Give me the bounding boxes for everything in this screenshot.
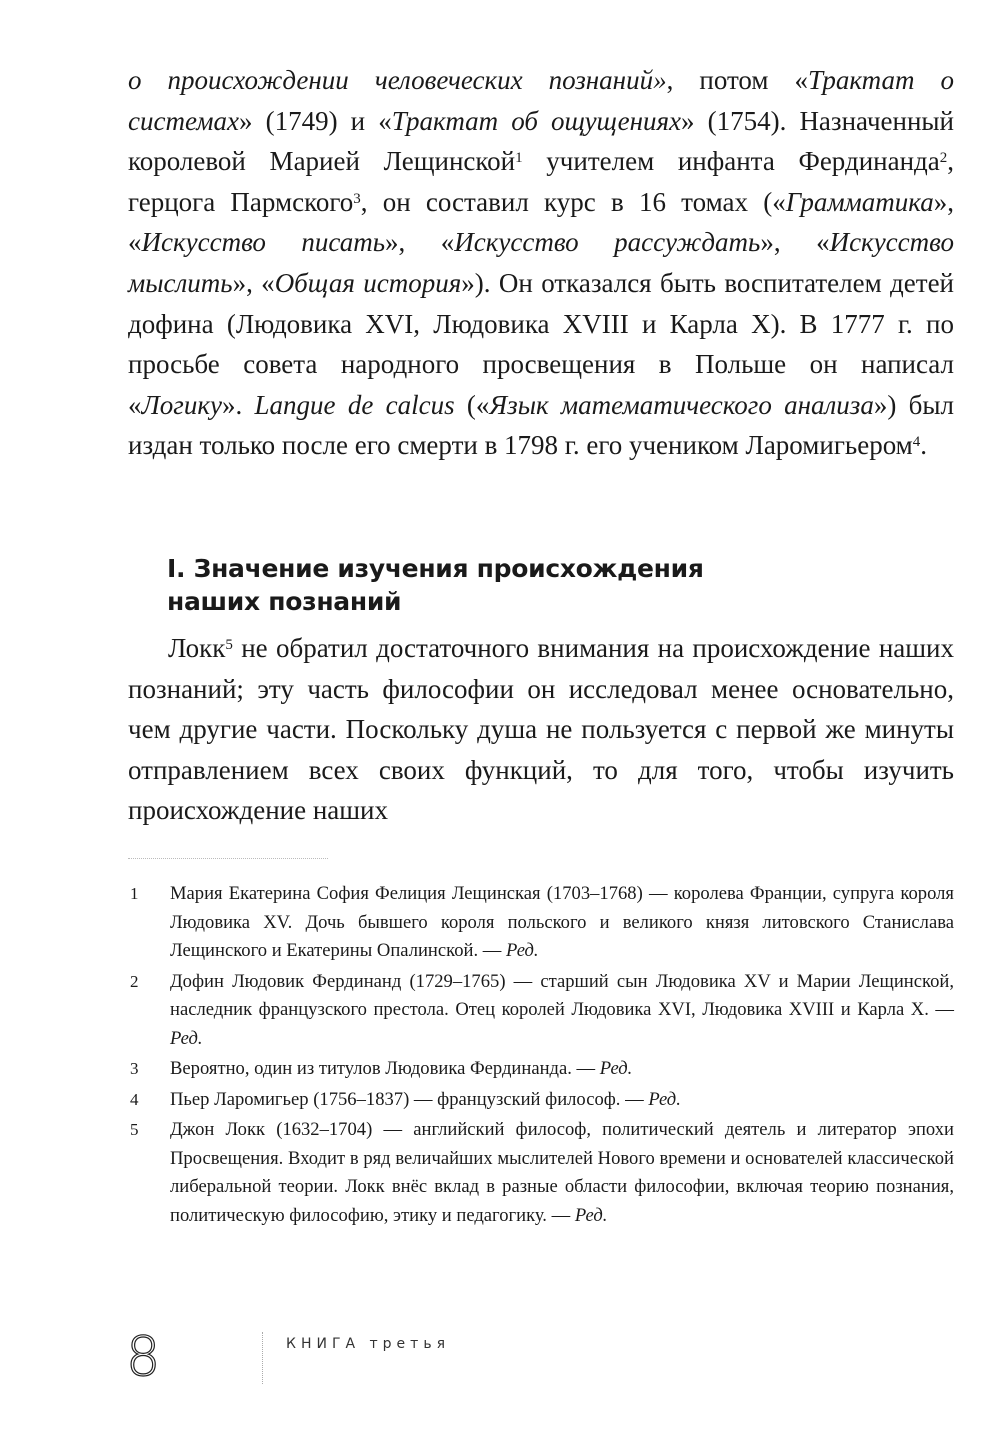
footnote-1 [128, 880, 954, 966]
footnote-number: 1 [130, 884, 139, 903]
italic-title: Общая история [274, 267, 462, 298]
section-body [128, 628, 954, 831]
footnote-body: Мария Екатерина София Фелиция Лещинская (1703–1768) — королева Франции, супруга короля Людовика XV. Дочь бывшего короля польского и великого князя литовского Станислава Лещинского и Екатерины Опалинской. — [170, 883, 954, 962]
footnote-number: 4 [130, 1089, 139, 1109]
editor-mark: Ред. [599, 1058, 633, 1080]
text-run: ». [221, 389, 255, 420]
italic-title: Искусство рассуждать [454, 227, 761, 258]
footnote-2 [128, 968, 954, 1054]
text-run: не обратил достаточного внимания на происхождение наших познаний; эту часть философии он исследовал менее основательно, чем другие части. Поскольку душа не пользуется с первой же минуты отправлением всех своих функций, то для того, чтобы изучить происхождение наших [128, 633, 954, 826]
editor-mark: Ред. [574, 1204, 608, 1226]
footnote-4 [128, 1086, 954, 1115]
text-run: ») был издан только после его смерти в 1798 г. его учеником Ларомигьером [128, 389, 955, 461]
footnote-ref-2: 2 [939, 150, 948, 167]
editor-mark: Ред. [506, 940, 539, 962]
text-run: , он составил курс в 16 томах (« [360, 186, 786, 217]
italic-title: Грамматика [785, 186, 934, 217]
text-run: , потом « [666, 65, 809, 95]
footnote-body: Пьер Ларомигьер (1756–1837) — французский философ. — [170, 1088, 649, 1110]
footnote-number: 2 [130, 971, 139, 991]
footnotes [128, 880, 954, 1232]
footnote-5 [128, 1116, 954, 1230]
section-heading-line-1: I. Значение изучения происхождения [167, 554, 704, 583]
text-run: . [920, 430, 928, 461]
italic-title: Логику [141, 389, 222, 420]
italic-title: Искусство мыслить [128, 227, 955, 298]
section-heading-line-2: наших познаний [167, 587, 402, 616]
editor-mark: Ред. [648, 1088, 681, 1110]
footnote-number: 5 [130, 1119, 139, 1139]
text-run: », « [128, 186, 954, 258]
italic-title: Трактат об ощущениях [391, 105, 682, 136]
footer-divider [262, 1332, 263, 1384]
footnote-3 [128, 1055, 954, 1084]
footnote-ref-3: 3 [353, 190, 361, 207]
footnote-ref-4: 4 [912, 434, 921, 451]
italic-title: о происхождении человеческих познаний» [128, 65, 667, 95]
text-run: », « [385, 227, 455, 258]
editor-mark: Ред. [170, 1027, 203, 1049]
italic-title: Искусство писать [141, 227, 385, 258]
text-run: », « [760, 227, 830, 258]
footnote-text [170, 1086, 954, 1115]
footnote-body: Вероятно, один из титулов Людовика Фердинанда. — [170, 1058, 600, 1080]
footnote-text [170, 1055, 954, 1084]
section-heading [167, 552, 927, 618]
text-run: » (1754). Назначенный королевой Марией Лещинской [128, 105, 954, 177]
footnote-number: 3 [130, 1059, 139, 1079]
running-title: КНИГА третья [286, 1336, 450, 1352]
footnote-ref-1: 1 [515, 150, 523, 167]
paragraph-1 [128, 60, 954, 466]
text-run: », « [232, 267, 275, 298]
italic-title: Трактат о системах [128, 65, 954, 136]
main-text [128, 60, 954, 466]
paragraph-2 [128, 628, 954, 831]
footnote-body: Джон Локк (1632–1704) — английский философ, политический деятель и литератор эпохи Просвещения. Входит в ряд величайших мыслителей Нового времени и основателей классической либеральной теории. Локк внёс вклад в разные области философии, включая теорию познания, политическую философию, этику и педагогику. — [170, 1118, 954, 1226]
footnote-ref-5: 5 [225, 637, 233, 653]
text-run: учителем инфанта Фердинанда [522, 146, 940, 177]
footnote-text [170, 968, 954, 1054]
page-number: 8 [126, 1325, 161, 1388]
text-run: Локк [168, 633, 226, 663]
text-run: »). Он отказался быть воспитателем детей дофина (Людовика XVI, Людовика XVIII и Карла X). В 1777 г. по просьбе совета народного просвещения в Польше он написал « [128, 267, 955, 420]
text-run: (« [454, 389, 490, 420]
footnote-text [170, 1116, 954, 1230]
footnote-text [170, 880, 954, 966]
footnote-body: Дофин Людовик Фердинанд (1729–1765) — старший сын Людовика XV и Марии Лещинской, наследник французского престола. Отец королей Людовика XVI, Людовика XVIII и Карла X. — [170, 970, 954, 1021]
italic-title: Язык математического анализа [489, 389, 874, 420]
text-run: » (1749) и « [239, 105, 392, 136]
italic-title: Langue de calcus [254, 389, 455, 420]
text-run: , герцога Пармского [128, 146, 954, 217]
footnote-divider [128, 858, 328, 859]
